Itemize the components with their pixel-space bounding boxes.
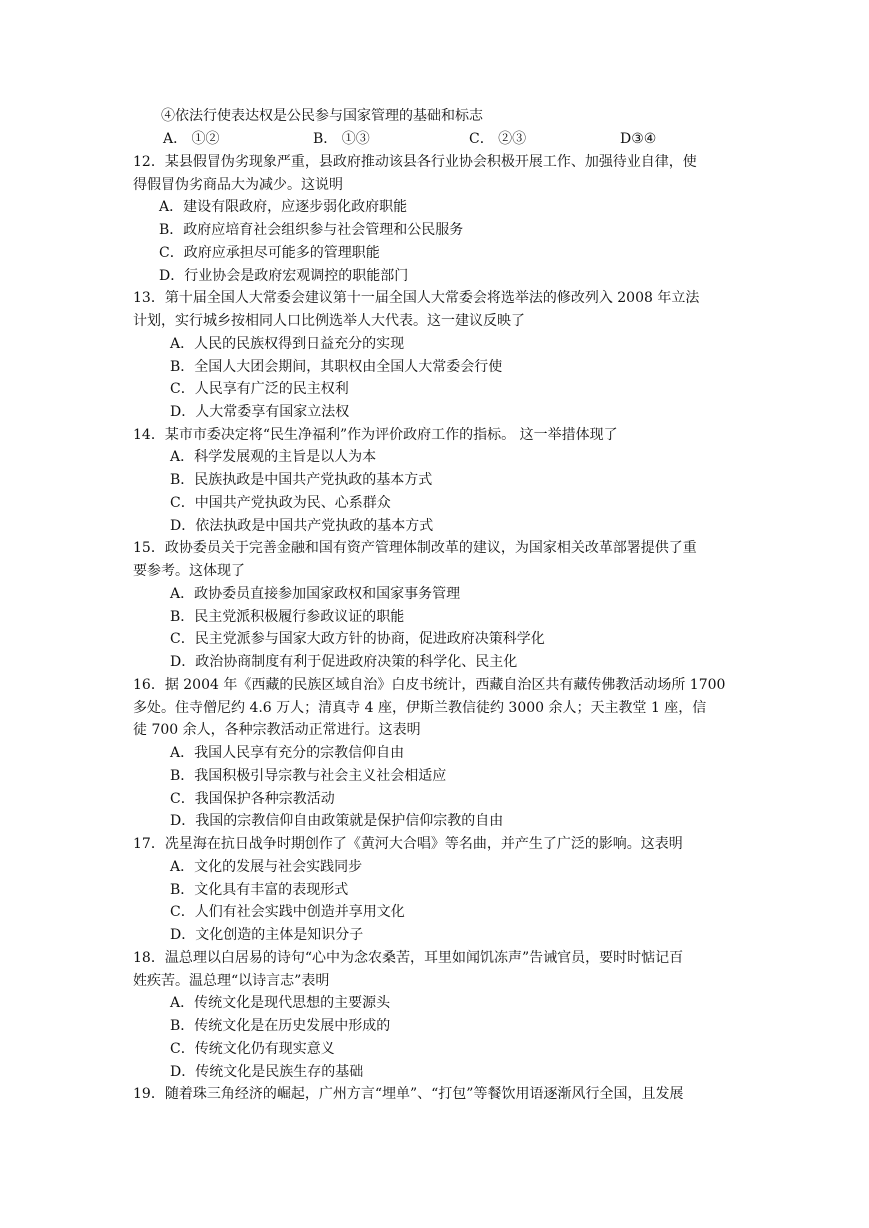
prev-choice-d: D③④ [620, 131, 657, 147]
q15-option-c: C．民主党派参与国家大政方针的协商，促进政府决策科学化 [170, 631, 545, 647]
q15-option-a: A．政协委员直接参加国家政权和国家事务管理 [170, 586, 461, 602]
q12-option-b: B．政府应培育社会组织参与社会管理和公民服务 [159, 222, 464, 238]
q13-stem-line-2: 计划，实行城乡按相同人口比例选举人大代表。这一建议反映了 [133, 313, 525, 329]
q15-option-b: B．民主党派积极履行参政议证的职能 [170, 609, 405, 625]
prev-choices [163, 128, 663, 150]
q17-stem-line-1: 17．冼星海在抗日战争时期创作了《黄河大合唱》等名曲，并产生了广泛的影响。这表明 [133, 836, 683, 852]
q17-option-b: B．文化具有丰富的表现形式 [170, 882, 349, 898]
q17-option-d: D．文化创造的主体是知识分子 [170, 927, 364, 943]
q13-option-b: B．全国人大团会期间，其职权由全国人大常委会行使 [170, 359, 503, 375]
q12-stem-line-1: 12．某县假冒伪劣现象严重，县政府推动该县各行业协会积极开展工作、加强待业自律，使 [133, 154, 697, 170]
q18-option-d: D．传统文化是民族生存的基础 [170, 1064, 364, 1080]
q16-option-d: D．我国的宗教信仰自由政策就是保护信仰宗教的自由 [170, 813, 504, 829]
q13-stem-line-1: 13．第十届全国人大常委会建议第十一届全国人大常委会将选举法的修改列入 2008 年立法 [133, 290, 700, 306]
q18-stem-line-1: 18．温总理以白居易的诗句“心中为念农桑苦，耳里如闻饥冻声”告诫官员，要时时惦记百 [133, 950, 684, 966]
q16-stem-line-1: 16．据 2004 年《西藏的民族区域自治》白皮书统计，西藏自治区共有藏传佛教活动场所 1700 [133, 677, 726, 693]
q18-option-c: C．传统文化仍有现实意义 [170, 1041, 335, 1057]
q15-stem-line-2: 要参考。这体现了 [133, 563, 245, 579]
q16-stem-line-2: 多处。住寺僧尼约 4.6 万人；清真寺 4 座，伊斯兰教信徒约 3000 余人；天主教堂 1 座，信 [133, 700, 707, 716]
q16-option-c: C．我国保护各种宗教活动 [170, 791, 335, 807]
prev-choice-c: C． ②③ [469, 131, 527, 147]
q16-stem-line-3: 徒 700 余人，各种宗教活动正常进行。这表明 [133, 722, 421, 738]
q19-stem-line-1: 19．随着珠三角经济的崛起，广州方言“埋单”、“打包”等餐饮用语逐渐风行全国，且发展 [133, 1086, 684, 1102]
q16-option-b: B．我国积极引导宗教与社会主义社会相适应 [170, 768, 447, 784]
prev-choice-a: A． ①② [163, 131, 220, 147]
q12-option-d: D．行业协会是政府宏观调控的职能部门 [159, 268, 409, 284]
q14-option-d: D．依法执政是中国共产党执政的基本方式 [170, 518, 434, 534]
q14-option-a: A．科学发展观的主旨是以人为本 [170, 449, 377, 465]
q18-option-b: B．传统文化是在历史发展中形成的 [170, 1018, 391, 1034]
q16-option-a: A．我国人民享有充分的宗教信仰自由 [170, 745, 405, 761]
prev-item-4: ④依法行使表达权是公民参与国家管理的基础和标志 [161, 108, 483, 124]
q14-stem-line-1: 14．某市市委决定将“民生净福利”作为评价政府工作的指标。 这一举措体现了 [133, 427, 618, 443]
q17-option-c: C．人们有社会实践中创造并享用文化 [170, 904, 405, 920]
q17-option-a: A．文化的发展与社会实践同步 [170, 859, 363, 875]
q18-option-a: A．传统文化是现代思想的主要源头 [170, 995, 391, 1011]
q13-option-a: A．人民的民族权得到日益充分的实现 [170, 336, 405, 352]
q14-option-c: C．中国共产党执政为民、心系群众 [170, 495, 391, 511]
prev-choice-b: B． ①③ [313, 131, 370, 147]
q13-option-c: C．人民享有广泛的民主权利 [170, 381, 349, 397]
q15-stem-line-1: 15．政协委员关于完善金融和国有资产管理体制改革的建议，为国家相关改革部署提供了重 [133, 540, 697, 556]
q14-option-b: B．民族执政是中国共产党执政的基本方式 [170, 472, 433, 488]
q12-option-c: C．政府应承担尽可能多的管理职能 [159, 245, 380, 261]
q15-option-d: D．政治协商制度有利于促进政府决策的科学化、民主化 [170, 654, 518, 670]
q13-option-d: D．人大常委享有国家立法权 [170, 404, 350, 420]
q18-stem-line-2: 姓疾苦。温总理“以诗言志”表明 [133, 973, 330, 989]
q12-option-a: A．建设有限政府，应逐步弱化政府职能 [159, 199, 408, 215]
q12-stem-line-2: 得假冒伪劣商品大为减少。这说明 [133, 177, 343, 193]
